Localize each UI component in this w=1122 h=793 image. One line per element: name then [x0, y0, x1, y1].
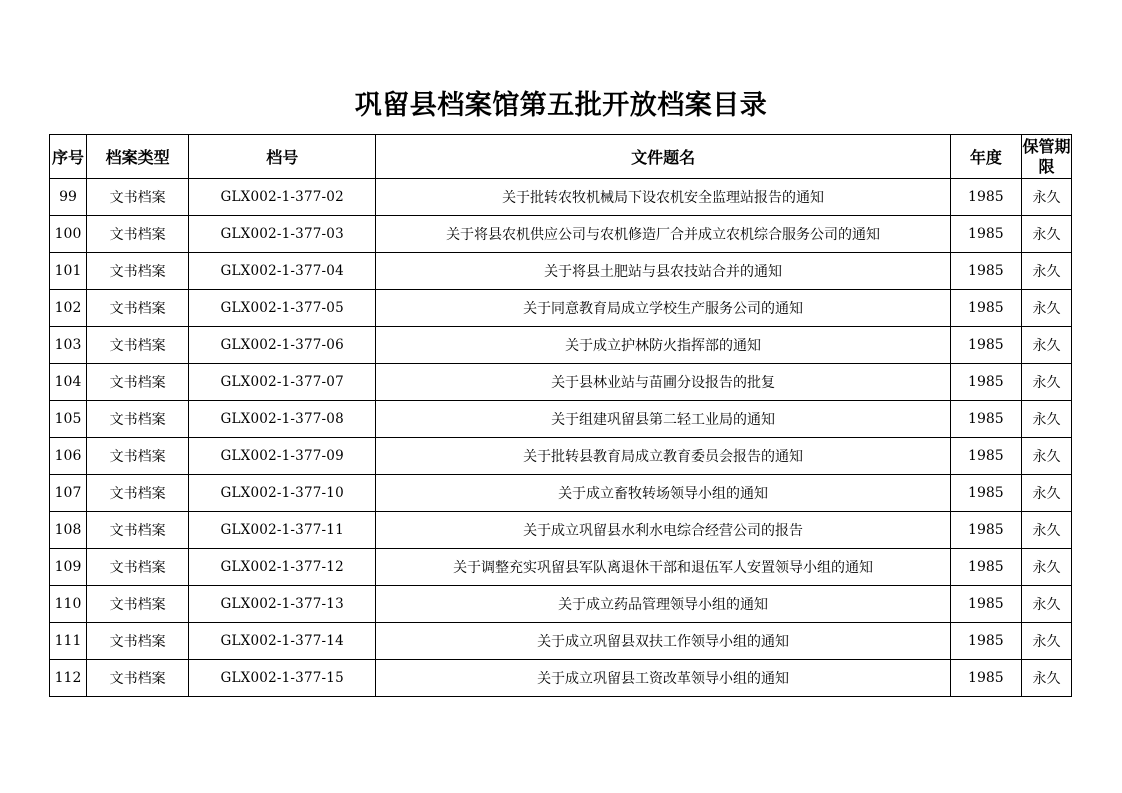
header-type: 档案类型 — [87, 135, 189, 179]
cell-code: GLX002-1-377-07 — [189, 364, 376, 401]
cell-year: 1985 — [950, 364, 1021, 401]
table-body — [50, 179, 1072, 697]
table-row — [50, 401, 1072, 438]
cell-seq: 105 — [50, 401, 87, 438]
cell-title: 关于成立畜牧转场领导小组的通知 — [376, 475, 951, 512]
cell-year: 1985 — [950, 623, 1021, 660]
cell-year: 1985 — [950, 290, 1021, 327]
cell-code: GLX002-1-377-03 — [189, 216, 376, 253]
cell-seq: 104 — [50, 364, 87, 401]
cell-seq: 109 — [50, 549, 87, 586]
cell-seq: 110 — [50, 586, 87, 623]
cell-type: 文书档案 — [87, 216, 189, 253]
table-row — [50, 438, 1072, 475]
cell-term: 永久 — [1021, 475, 1071, 512]
cell-code: GLX002-1-377-06 — [189, 327, 376, 364]
table-row — [50, 179, 1072, 216]
cell-code: GLX002-1-377-09 — [189, 438, 376, 475]
cell-term: 永久 — [1021, 586, 1071, 623]
cell-code: GLX002-1-377-10 — [189, 475, 376, 512]
cell-title: 关于成立护林防火指挥部的通知 — [376, 327, 951, 364]
cell-title: 关于成立巩留县工资改革领导小组的通知 — [376, 660, 951, 697]
cell-term: 永久 — [1021, 438, 1071, 475]
cell-type: 文书档案 — [87, 586, 189, 623]
cell-type: 文书档案 — [87, 475, 189, 512]
cell-code: GLX002-1-377-12 — [189, 549, 376, 586]
cell-type: 文书档案 — [87, 401, 189, 438]
cell-seq: 111 — [50, 623, 87, 660]
header-code: 档号 — [189, 135, 376, 179]
cell-seq: 102 — [50, 290, 87, 327]
cell-title: 关于批转农牧机械局下设农机安全监理站报告的通知 — [376, 179, 951, 216]
cell-type: 文书档案 — [87, 438, 189, 475]
table-row — [50, 253, 1072, 290]
cell-seq: 106 — [50, 438, 87, 475]
cell-title: 关于将县农机供应公司与农机修造厂合并成立农机综合服务公司的通知 — [376, 216, 951, 253]
cell-code: GLX002-1-377-11 — [189, 512, 376, 549]
cell-code: GLX002-1-377-02 — [189, 179, 376, 216]
cell-term: 永久 — [1021, 623, 1071, 660]
cell-term: 永久 — [1021, 401, 1071, 438]
cell-type: 文书档案 — [87, 512, 189, 549]
header-term: 保管期限 — [1021, 135, 1071, 179]
cell-code: GLX002-1-377-04 — [189, 253, 376, 290]
cell-type: 文书档案 — [87, 549, 189, 586]
cell-type: 文书档案 — [87, 327, 189, 364]
cell-title: 关于调整充实巩留县军队离退休干部和退伍军人安置领导小组的通知 — [376, 549, 951, 586]
cell-seq: 101 — [50, 253, 87, 290]
cell-term: 永久 — [1021, 549, 1071, 586]
table-row — [50, 660, 1072, 697]
table-row — [50, 475, 1072, 512]
cell-type: 文书档案 — [87, 179, 189, 216]
header-year: 年度 — [950, 135, 1021, 179]
cell-seq: 108 — [50, 512, 87, 549]
cell-term: 永久 — [1021, 216, 1071, 253]
table-row — [50, 216, 1072, 253]
archive-catalog-table — [49, 134, 1072, 697]
cell-code: GLX002-1-377-08 — [189, 401, 376, 438]
cell-seq: 107 — [50, 475, 87, 512]
cell-year: 1985 — [950, 179, 1021, 216]
table-row — [50, 364, 1072, 401]
cell-type: 文书档案 — [87, 290, 189, 327]
cell-seq: 99 — [50, 179, 87, 216]
cell-term: 永久 — [1021, 290, 1071, 327]
cell-year: 1985 — [950, 327, 1021, 364]
cell-title: 关于将县土肥站与县农技站合并的通知 — [376, 253, 951, 290]
cell-title: 关于成立药品管理领导小组的通知 — [376, 586, 951, 623]
cell-term: 永久 — [1021, 512, 1071, 549]
cell-code: GLX002-1-377-15 — [189, 660, 376, 697]
table-header-row — [50, 135, 1072, 179]
cell-type: 文书档案 — [87, 253, 189, 290]
cell-type: 文书档案 — [87, 660, 189, 697]
header-title: 文件题名 — [376, 135, 951, 179]
cell-year: 1985 — [950, 253, 1021, 290]
table-row — [50, 623, 1072, 660]
header-seq: 序号 — [50, 135, 87, 179]
cell-year: 1985 — [950, 512, 1021, 549]
cell-title: 关于组建巩留县第二轻工业局的通知 — [376, 401, 951, 438]
table-row — [50, 327, 1072, 364]
cell-code: GLX002-1-377-14 — [189, 623, 376, 660]
cell-year: 1985 — [950, 660, 1021, 697]
page-title: 巩留县档案馆第五批开放档案目录 — [354, 90, 768, 121]
cell-code: GLX002-1-377-13 — [189, 586, 376, 623]
cell-term: 永久 — [1021, 327, 1071, 364]
cell-type: 文书档案 — [87, 623, 189, 660]
cell-term: 永久 — [1021, 364, 1071, 401]
cell-title: 关于成立巩留县双扶工作领导小组的通知 — [376, 623, 951, 660]
cell-year: 1985 — [950, 216, 1021, 253]
cell-term: 永久 — [1021, 253, 1071, 290]
cell-seq: 100 — [50, 216, 87, 253]
cell-title: 关于县林业站与苗圃分设报告的批复 — [376, 364, 951, 401]
cell-title: 关于成立巩留县水利水电综合经营公司的报告 — [376, 512, 951, 549]
cell-seq: 103 — [50, 327, 87, 364]
table-row — [50, 549, 1072, 586]
table-row — [50, 290, 1072, 327]
cell-title: 关于批转县教育局成立教育委员会报告的通知 — [376, 438, 951, 475]
cell-year: 1985 — [950, 438, 1021, 475]
table-row — [50, 586, 1072, 623]
cell-term: 永久 — [1021, 179, 1071, 216]
cell-year: 1985 — [950, 549, 1021, 586]
cell-term: 永久 — [1021, 660, 1071, 697]
table-row — [50, 512, 1072, 549]
cell-year: 1985 — [950, 475, 1021, 512]
cell-title: 关于同意教育局成立学校生产服务公司的通知 — [376, 290, 951, 327]
cell-type: 文书档案 — [87, 364, 189, 401]
cell-year: 1985 — [950, 586, 1021, 623]
cell-seq: 112 — [50, 660, 87, 697]
cell-year: 1985 — [950, 401, 1021, 438]
cell-code: GLX002-1-377-05 — [189, 290, 376, 327]
